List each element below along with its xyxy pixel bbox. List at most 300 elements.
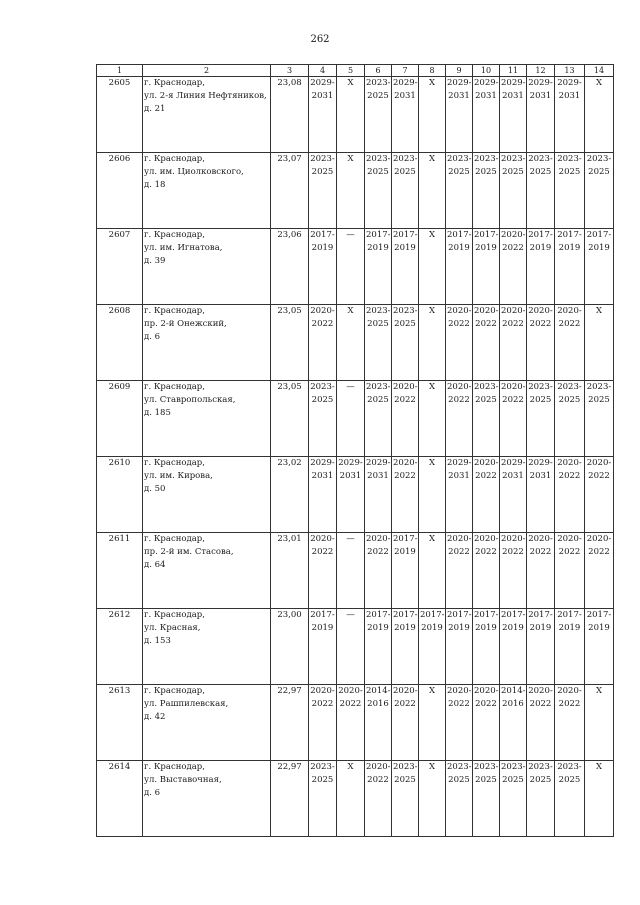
address-line: г. Краснодар, [144, 154, 205, 164]
period-line: 2025 [502, 167, 524, 177]
period-line: 2025 [367, 167, 389, 177]
period-line: 2022 [502, 395, 524, 405]
period-line: 2025 [367, 319, 389, 329]
period-line: 2029- [501, 458, 526, 468]
period-line: 2020- [447, 534, 472, 544]
period-cell [585, 381, 614, 457]
period-cell [419, 533, 446, 609]
period-line: 2020- [501, 382, 526, 392]
period-line: 2025 [394, 167, 416, 177]
period-line: 2029- [501, 78, 526, 88]
period-line: 2025 [448, 775, 470, 785]
period-line: 2025 [588, 395, 610, 405]
period-line: 2022 [394, 471, 416, 481]
table-row [97, 533, 614, 609]
period-line: 2016 [367, 699, 389, 709]
period-cell [527, 153, 555, 229]
table-row [97, 305, 614, 381]
period-line: 2017- [474, 610, 499, 620]
period-cell [392, 533, 419, 609]
column-number: 7 [392, 65, 419, 77]
period-cell [337, 381, 365, 457]
period-cell [473, 381, 500, 457]
address-cell [143, 229, 271, 305]
period-line: 2022 [588, 547, 610, 557]
period-line: 2022 [475, 471, 497, 481]
period-line: 2020- [528, 306, 553, 316]
period-cell [309, 533, 337, 609]
period-cell [392, 305, 419, 381]
period-line: 2025 [311, 395, 334, 405]
period-cell [446, 761, 473, 837]
area-value: 23,05 [271, 305, 309, 381]
period-line: 2025 [529, 775, 552, 785]
period-line: 2017- [420, 610, 445, 620]
period-line: 2020- [310, 306, 335, 316]
period-line: 2031 [311, 471, 334, 481]
address-line: д. 18 [144, 180, 166, 190]
period-line: 2029- [310, 78, 335, 88]
period-line: 2023- [586, 154, 612, 164]
address-line: г. Краснодар, [144, 382, 205, 392]
period-line: 2020- [447, 686, 472, 696]
period-line: 2020- [474, 534, 499, 544]
period-line: 2022 [558, 319, 581, 329]
period-cell [309, 77, 337, 153]
period-line: 2025 [367, 395, 389, 405]
table-row [97, 609, 614, 685]
period-line: 2020- [447, 382, 472, 392]
period-cell [365, 533, 392, 609]
period-cell [585, 77, 614, 153]
period-line: 2022 [448, 319, 470, 329]
address-line: ул. Красная, [144, 623, 201, 633]
period-line: 2023- [447, 154, 472, 164]
period-line: 2022 [475, 547, 497, 557]
period-cell [365, 381, 392, 457]
period-line: 2031 [311, 91, 334, 101]
period-line: 2025 [558, 395, 581, 405]
period-line: X [428, 458, 436, 468]
period-cell [392, 77, 419, 153]
period-line: 2014- [366, 686, 391, 696]
column-number: 12 [527, 65, 555, 77]
address-line: г. Краснодар, [144, 686, 205, 696]
column-number: 2 [143, 65, 271, 77]
period-line: 2019 [588, 243, 610, 253]
period-cell [309, 761, 337, 837]
area-value: 23,07 [271, 153, 309, 229]
period-line: 2020- [393, 458, 418, 468]
period-line: 2017- [474, 230, 499, 240]
period-line: 2025 [502, 775, 524, 785]
period-cell [365, 457, 392, 533]
period-line: 2031 [394, 91, 416, 101]
address-cell [143, 685, 271, 761]
period-line: 2017- [366, 230, 391, 240]
period-line: 2022 [588, 471, 610, 481]
period-cell [473, 533, 500, 609]
address-line: д. 6 [144, 332, 161, 342]
column-number: 10 [473, 65, 500, 77]
period-cell [365, 153, 392, 229]
period-cell [337, 761, 365, 837]
period-line: 2020- [310, 534, 335, 544]
period-line: 2022 [367, 775, 389, 785]
period-line: 2019 [475, 623, 497, 633]
period-line: 2020- [474, 686, 499, 696]
period-cell [500, 229, 527, 305]
period-line: 2023- [393, 306, 418, 316]
period-cell [555, 685, 585, 761]
period-cell [446, 685, 473, 761]
period-cell [527, 229, 555, 305]
row-number: 2608 [97, 305, 143, 381]
period-line: 2020- [501, 230, 526, 240]
address-cell [143, 533, 271, 609]
period-line: 2023- [474, 382, 499, 392]
period-cell [309, 381, 337, 457]
period-line: 2023- [528, 762, 553, 772]
period-line: X [428, 686, 436, 696]
period-cell [337, 533, 365, 609]
period-line: 2023- [447, 762, 472, 772]
area-value: 23,05 [271, 381, 309, 457]
period-line: 2020- [366, 534, 391, 544]
period-line: 2017- [528, 610, 553, 620]
period-line: 2031 [558, 91, 581, 101]
period-line: 2022 [448, 699, 470, 709]
address-line: пр. 2-й Онежский, [144, 319, 227, 329]
column-number: 9 [446, 65, 473, 77]
period-line: 2025 [475, 775, 497, 785]
period-cell [500, 761, 527, 837]
period-line: 2016 [502, 699, 524, 709]
period-line: 2020- [528, 534, 553, 544]
period-line: 2017- [586, 230, 612, 240]
period-line: 2023- [501, 154, 526, 164]
period-line: X [347, 306, 354, 316]
period-line: 2017- [447, 610, 472, 620]
period-line: 2029- [310, 458, 335, 468]
period-line: — [346, 534, 355, 544]
period-line: 2020- [501, 306, 526, 316]
period-line: X [428, 230, 436, 240]
period-line: 2019 [394, 243, 416, 253]
period-cell [555, 609, 585, 685]
period-line: 2017- [528, 230, 553, 240]
period-cell [527, 685, 555, 761]
period-cell [309, 229, 337, 305]
address-line: д. 21 [144, 104, 166, 114]
period-cell [473, 609, 500, 685]
table-row [97, 153, 614, 229]
period-line: 2019 [588, 623, 610, 633]
period-cell [365, 685, 392, 761]
period-cell [309, 685, 337, 761]
period-cell [555, 457, 585, 533]
period-line: 2029- [557, 78, 582, 88]
period-cell [585, 153, 614, 229]
column-number: 1 [97, 65, 143, 77]
period-cell [446, 533, 473, 609]
period-line: 2031 [502, 471, 524, 481]
period-cell [392, 457, 419, 533]
area-value: 23,02 [271, 457, 309, 533]
period-line: 2023- [501, 762, 526, 772]
period-line: 2020- [557, 306, 582, 316]
period-cell [419, 77, 446, 153]
period-line: 2019 [394, 547, 416, 557]
period-cell [473, 761, 500, 837]
period-cell [527, 761, 555, 837]
period-line: X [347, 762, 354, 772]
period-line: 2019 [475, 243, 497, 253]
period-line: 2025 [394, 775, 416, 785]
period-cell [527, 609, 555, 685]
period-line: 2023- [366, 154, 391, 164]
period-cell [419, 229, 446, 305]
period-cell [473, 685, 500, 761]
period-line: 2029- [528, 78, 553, 88]
period-cell [446, 229, 473, 305]
period-line: 2019 [558, 243, 581, 253]
column-number: 3 [271, 65, 309, 77]
period-line: 2029- [474, 78, 499, 88]
address-line: д. 153 [144, 636, 171, 646]
period-line: 2019 [529, 243, 552, 253]
period-line: 2022 [558, 471, 581, 481]
period-line: X [428, 762, 436, 772]
area-value: 23,00 [271, 609, 309, 685]
period-cell [392, 381, 419, 457]
period-cell [500, 457, 527, 533]
period-line: 2017- [447, 230, 472, 240]
period-line: 2022 [558, 547, 581, 557]
column-number: 13 [555, 65, 585, 77]
period-cell [419, 153, 446, 229]
address-line: ул. Ставропольская, [144, 395, 236, 405]
period-cell [527, 381, 555, 457]
period-cell [446, 305, 473, 381]
column-number-row [97, 65, 614, 77]
period-cell [500, 533, 527, 609]
period-cell [365, 761, 392, 837]
period-line: 2022 [502, 243, 524, 253]
period-cell [527, 533, 555, 609]
period-cell [555, 305, 585, 381]
period-line: 2031 [475, 91, 497, 101]
period-line: 2025 [475, 395, 497, 405]
address-line: ул. им. Циолковского, [144, 167, 244, 177]
period-line: 2022 [502, 547, 524, 557]
period-line: 2023- [557, 762, 582, 772]
period-cell [337, 229, 365, 305]
period-line: — [346, 230, 355, 240]
period-cell [392, 761, 419, 837]
period-line: 2020- [586, 534, 612, 544]
column-number: 14 [585, 65, 614, 77]
period-cell [337, 685, 365, 761]
period-line: 2020- [501, 534, 526, 544]
period-line: 2031 [339, 471, 362, 481]
period-line: 2019 [448, 243, 470, 253]
period-line: 2019 [367, 623, 389, 633]
area-value: 23,01 [271, 533, 309, 609]
period-line: 2029- [338, 458, 363, 468]
period-line: 2019 [311, 243, 334, 253]
period-cell [585, 761, 614, 837]
period-line: 2023- [586, 382, 612, 392]
period-line: 2022 [448, 547, 470, 557]
period-line: 2020- [310, 686, 335, 696]
address-line: д. 64 [144, 560, 166, 570]
address-line: д. 185 [144, 408, 171, 418]
period-line: 2031 [448, 91, 470, 101]
period-line: 2025 [448, 167, 470, 177]
address-cell [143, 305, 271, 381]
row-number: 2609 [97, 381, 143, 457]
row-number: 2607 [97, 229, 143, 305]
period-cell [419, 457, 446, 533]
table-row [97, 229, 614, 305]
period-cell [585, 229, 614, 305]
period-line: X [428, 306, 436, 316]
period-line: 2017- [310, 230, 335, 240]
page-number: 262 [310, 34, 330, 45]
address-line: ул. им. Игнатова, [144, 243, 223, 253]
period-line: 2023- [366, 382, 391, 392]
period-line: 2023- [310, 154, 335, 164]
period-line: 2023- [528, 382, 553, 392]
period-line: 2020- [557, 686, 582, 696]
column-number: 5 [337, 65, 365, 77]
period-cell [446, 153, 473, 229]
period-line: 2029- [447, 78, 472, 88]
period-cell [309, 457, 337, 533]
period-line: 2020- [447, 306, 472, 316]
period-line: 2022 [394, 699, 416, 709]
period-line: 2019 [529, 623, 552, 633]
period-line: 2017- [557, 230, 582, 240]
period-line: 2017- [393, 534, 418, 544]
address-line: г. Краснодар, [144, 306, 205, 316]
period-cell [500, 609, 527, 685]
address-line: пр. 2-й им. Стасова, [144, 547, 234, 557]
table-row [97, 685, 614, 761]
period-line: 2022 [311, 547, 334, 557]
row-number: 2606 [97, 153, 143, 229]
period-cell [392, 229, 419, 305]
row-number: 2605 [97, 77, 143, 153]
period-line: 2023- [393, 154, 418, 164]
period-cell [555, 761, 585, 837]
period-line: X [428, 78, 436, 88]
period-line: 2020- [393, 382, 418, 392]
period-line: 2023- [393, 762, 418, 772]
period-line: 2022 [367, 547, 389, 557]
period-line: 2020- [366, 762, 391, 772]
period-line: 2019 [448, 623, 470, 633]
period-line: X [595, 78, 603, 88]
address-line: ул. им. Кирова, [144, 471, 213, 481]
period-cell [473, 305, 500, 381]
address-line: ул. 2-я Линия Нефтяников, [144, 91, 267, 101]
column-number: 8 [419, 65, 446, 77]
period-line: 2023- [557, 154, 582, 164]
period-line: 2020- [474, 306, 499, 316]
address-line: д. 50 [144, 484, 166, 494]
period-cell [555, 533, 585, 609]
table-row [97, 77, 614, 153]
period-line: 2022 [529, 547, 552, 557]
period-line: 2022 [448, 395, 470, 405]
period-line: 2023- [310, 382, 335, 392]
period-line: 2020- [393, 686, 418, 696]
address-line: г. Краснодар, [144, 458, 205, 468]
period-line: X [428, 382, 436, 392]
period-cell [392, 609, 419, 685]
period-line: 2029- [393, 78, 418, 88]
address-line: д. 39 [144, 256, 166, 266]
period-cell [500, 77, 527, 153]
period-line: 2020- [586, 458, 612, 468]
period-cell [500, 153, 527, 229]
period-line: 2031 [448, 471, 470, 481]
address-line: г. Краснодар, [144, 610, 205, 620]
period-line: 2019 [367, 243, 389, 253]
address-line: г. Краснодар, [144, 534, 205, 544]
period-line: 2017- [557, 610, 582, 620]
period-line: 2023- [366, 306, 391, 316]
period-line: 2020- [474, 458, 499, 468]
period-line: — [346, 382, 355, 392]
row-number: 2612 [97, 609, 143, 685]
period-cell [446, 609, 473, 685]
period-cell [337, 77, 365, 153]
period-cell [527, 77, 555, 153]
period-cell [555, 77, 585, 153]
period-line: X [428, 154, 436, 164]
period-line: X [347, 78, 354, 88]
period-line: 2022 [339, 699, 362, 709]
period-cell [365, 305, 392, 381]
period-line: X [595, 762, 603, 772]
table-row [97, 381, 614, 457]
column-number: 11 [500, 65, 527, 77]
period-cell [446, 457, 473, 533]
period-cell [585, 609, 614, 685]
period-line: 2017- [501, 610, 526, 620]
period-cell [309, 305, 337, 381]
address-line: г. Краснодар, [144, 762, 205, 772]
period-line: 2019 [502, 623, 524, 633]
area-value: 23,08 [271, 77, 309, 153]
period-line: 2014- [501, 686, 526, 696]
period-cell [392, 153, 419, 229]
address-line: ул. Рашпилевская, [144, 699, 229, 709]
period-line: 2022 [529, 319, 552, 329]
period-line: X [428, 534, 436, 544]
period-line: X [595, 306, 603, 316]
address-line: ул. Выставочная, [144, 775, 222, 785]
period-line: 2025 [529, 167, 552, 177]
period-cell [585, 305, 614, 381]
period-cell [309, 153, 337, 229]
address-cell [143, 153, 271, 229]
period-line: 2031 [529, 471, 552, 481]
period-cell [473, 77, 500, 153]
